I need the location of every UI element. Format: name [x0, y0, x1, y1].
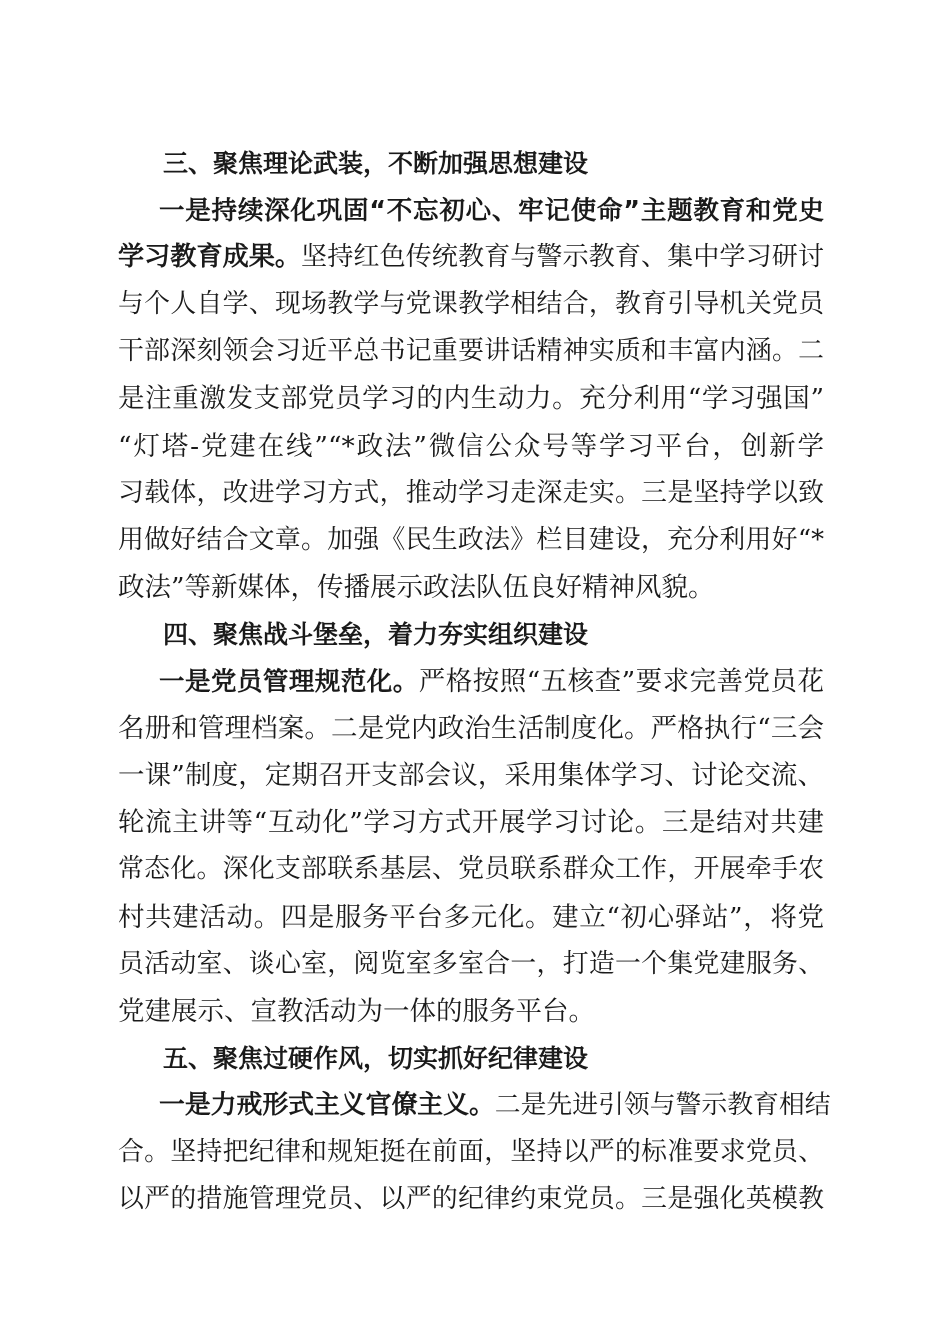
- line-text: 党建展示、宣教活动为一体的服务平台。: [118, 995, 595, 1027]
- paragraph-line: [118, 1082, 831, 1129]
- line-text: 员活动室、谈心室，阅览室多室合一，打造一个集党建服务、: [118, 948, 824, 979]
- line-text: 二是先进引领与警示教育相结: [494, 1089, 831, 1120]
- line-text: “灯塔-党建在线”“*政法”微信公众号等学习平台，创新学: [118, 430, 824, 462]
- section-heading-3: 三、聚焦理论武装，不断加强思想建设: [163, 149, 589, 178]
- line-text: 以严的措施管理党员、以严的纪律约束党员。三是强化英模教: [118, 1184, 824, 1215]
- line-text: 一课”制度，定期召开支部会议，采用集体学习、讨论交流、: [118, 760, 824, 792]
- line-text: 严格按照“五核查”要求完善党员花: [418, 666, 824, 698]
- line-text: 干部深刻领会习近平总书记重要讲话精神实质和丰富内涵。二: [118, 336, 824, 367]
- line-text: 与个人自学、现场教学与党课教学相结合，教育引导机关党员: [118, 289, 824, 320]
- paragraph-line: [118, 941, 824, 988]
- line-text: 合。坚持把纪律和规矩挺在前面，坚持以严的标准要求党员、: [118, 1136, 824, 1167]
- line-text: 是注重激发支部党员学习的内生动力。充分利用“学习强国”: [118, 383, 824, 415]
- bold-lead: 一是持续深化巩固“不忘初心、牢记使命”主题教育和党史: [159, 196, 824, 227]
- paragraph-line: [118, 799, 824, 846]
- paragraph-line: [118, 1129, 824, 1176]
- paragraph-line: [118, 658, 824, 705]
- paragraph-line: [118, 705, 824, 752]
- line-text: 常态化。深化支部联系基层、党员联系群众工作，开展牵手农: [118, 854, 824, 885]
- paragraph-line: [118, 234, 824, 281]
- paragraph-line: [118, 752, 824, 799]
- bold-lead: 学习教育成果。: [118, 242, 302, 273]
- section-heading-4: 四、聚焦战斗堡垒，着力夯实组织建设: [163, 619, 589, 649]
- line-text: 习载体，改进学习方式，推动学习走深走实。三是坚持学以致: [118, 477, 824, 508]
- paragraph-line: [118, 423, 824, 470]
- line-text: 轮流主讲等“互动化”学习方式开展学习讨论。三是结对共建: [118, 807, 824, 839]
- paragraph-line: [118, 1176, 824, 1223]
- paragraph-line: [118, 187, 824, 234]
- paragraph-line: [118, 328, 824, 375]
- bold-lead: 一是党员管理规范化。: [159, 667, 419, 698]
- line-text: 用做好结合文章。加强《民生政法》栏目建设，充分利用好“*: [118, 524, 824, 555]
- paragraph-line: [118, 375, 824, 422]
- line-text: 名册和管理档案。二是党内政治生活制度化。严格执行“三会: [118, 713, 824, 745]
- document-page: [118, 140, 831, 1223]
- line-text: 坚持红色传统教育与警示教育、集中学习研讨: [301, 242, 824, 273]
- paragraph-line: [118, 846, 824, 893]
- line-text: 村共建活动。四是服务平台多元化。建立“初心驿站”，将党: [118, 901, 824, 933]
- line-text: 政法”等新媒体，传播展示政法队伍良好精神风貌。: [118, 571, 715, 603]
- section-heading-5: 五、聚焦过硬作风，切实抓好纪律建设: [163, 1043, 589, 1073]
- paragraph-line: [118, 281, 824, 328]
- paragraph-line: [118, 988, 824, 1035]
- paragraph-line: [118, 564, 824, 611]
- paragraph-line: [118, 470, 824, 517]
- paragraph-line: [118, 894, 824, 941]
- bold-lead: 一是力戒形式主义官僚主义。: [159, 1089, 495, 1120]
- paragraph-line: [118, 517, 824, 564]
